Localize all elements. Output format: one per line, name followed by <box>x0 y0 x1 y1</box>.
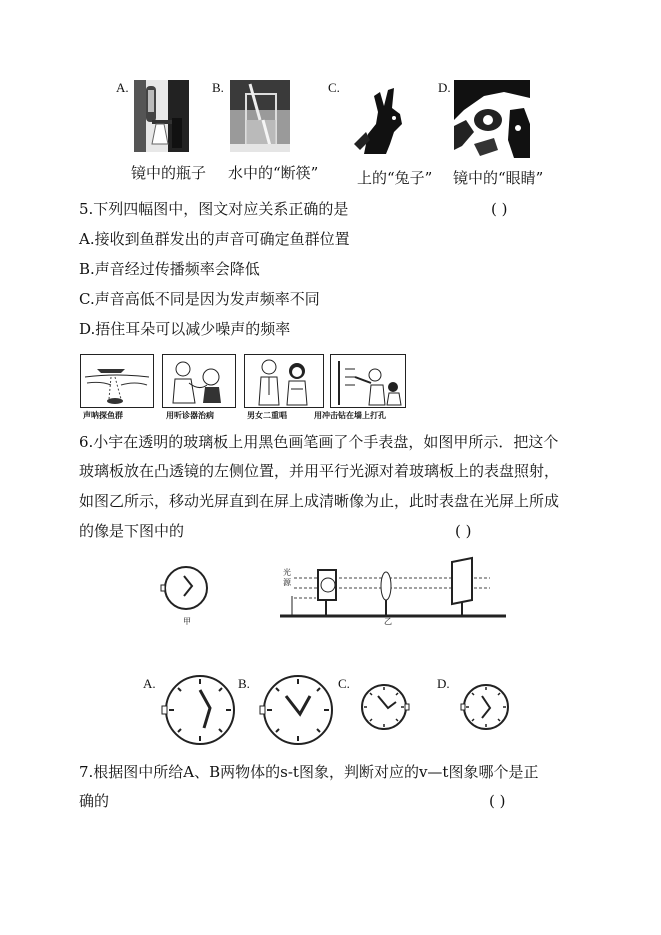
q4-image-broken-chopsticks <box>230 80 290 152</box>
q4-image-hand-shadow-rabbit <box>350 84 410 156</box>
q6-figure-yi-optical-bench <box>276 556 508 626</box>
q6-option-c-clock <box>358 680 414 736</box>
q4-caption-d: 镜中的“眼睛” <box>453 169 544 187</box>
q6-option-a-letter: A. <box>143 676 156 691</box>
q5-panel-caption-duet: 男女二重唱 <box>247 411 287 420</box>
q4-caption-a: 镜中的瓶子 <box>131 164 207 182</box>
q7-line-2: 确的 <box>79 792 110 810</box>
q6-figure-yi-label: 乙 <box>384 617 392 626</box>
q4-image-bottle-mirror <box>134 80 189 152</box>
q5-panel-caption-sonar: 声呐探鱼群 <box>83 411 123 420</box>
q6-option-d-clock <box>456 680 512 736</box>
q5-stem: 5.下列四幅图中，图文对应关系正确的是 <box>79 200 349 218</box>
q6-light-source-label: 光源 <box>283 568 291 587</box>
q4-option-b-letter: B. <box>212 80 224 95</box>
q5-panel-caption-drill: 用冲击钻在墙上打孔 <box>314 411 386 420</box>
q5-panel-sonar <box>80 354 154 408</box>
q6-line-1: 6.小宇在透明的玻璃板上用黑色画笔画了个手表盘，如图甲所示．把这个 <box>79 433 559 451</box>
q6-option-a-clock <box>158 672 238 748</box>
q5-choice-a: A.接收到鱼群发出的声音可确定鱼群位置 <box>79 230 350 248</box>
q6-figure-jia-clock <box>158 562 214 616</box>
q6-option-b-clock <box>256 672 336 748</box>
q5-panel-drill <box>330 354 406 408</box>
q4-caption-b: 水中的“断筷” <box>228 164 319 182</box>
q6-line-3: 如图乙所示，移动光屏直到在屏上成清晰像为止，此时表盘在光屏上所成 <box>79 492 560 510</box>
q6-line-2: 玻璃板放在凸透镜的左侧位置，并用平行光源对着玻璃板上的表盘照射， <box>79 462 560 480</box>
q5-choice-c: C.声音高低不同是因为发声频率不同 <box>79 290 320 308</box>
q5-answer-paren: ( ) <box>491 200 508 218</box>
q4-option-a-letter: A. <box>116 80 129 95</box>
q6-line-4: 的像是下图中的 <box>79 522 185 540</box>
q7-answer-paren: ( ) <box>489 792 506 810</box>
q4-option-d-letter: D. <box>438 80 451 95</box>
q7-line-1: 7.根据图中所给A、B两物体的s-t图象，判断对应的v—t图象哪个是正 <box>79 763 539 781</box>
q5-panel-caption-stethoscope: 用听诊器治病 <box>166 411 214 420</box>
q6-figure-jia-label: 甲 <box>183 617 191 626</box>
q6-answer-paren: ( ) <box>455 522 472 540</box>
q4-option-c-letter: C. <box>328 80 340 95</box>
q6-option-d-letter: D. <box>437 676 450 691</box>
q4-caption-c: 上的“兔子” <box>357 169 433 187</box>
q4-image-eye-mirror <box>454 80 530 158</box>
q6-option-b-letter: B. <box>238 676 250 691</box>
q5-panel-stethoscope <box>162 354 236 408</box>
q6-option-c-letter: C. <box>338 676 350 691</box>
q5-panel-duet <box>244 354 324 408</box>
q5-choice-b: B.声音经过传播频率会降低 <box>79 260 260 278</box>
q5-choice-d: D.捂住耳朵可以减少噪声的频率 <box>79 320 291 338</box>
